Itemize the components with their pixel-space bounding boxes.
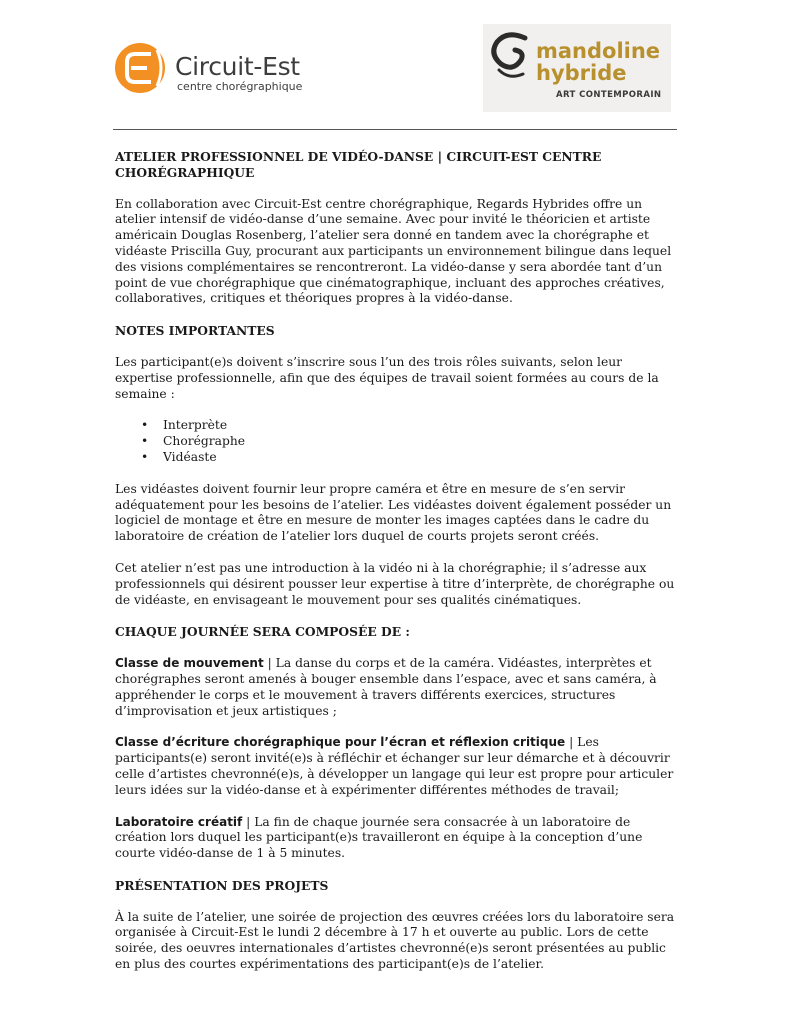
list-item: • Interprète — [115, 418, 680, 434]
mandoline-line1: mandoline — [536, 39, 661, 63]
audience-paragraph: Cet atelier n’est pas une introduction à la vidéo ni à la chorégraphie; il s’adresse aux professionnels qui désirent pousser leur expertise à titre d’interprète, de chorégraphe ou de vidéaste, en envisageant le mouvement pour ses qualités cinématiques. — [115, 560, 675, 607]
notes-heading: NOTES IMPORTANTES — [115, 323, 275, 339]
mandoline-line2: hybride — [536, 61, 627, 85]
notes-paragraph: Les participant(e)s doivent s’inscrire sous l’un des trois rôles suivants, selon leur expertise professionnelle, afin que des équipes de travail soient formées au cours de la semaine : — [115, 354, 659, 401]
presentation-paragraph: À la suite de l’atelier, une soirée de projection des œuvres créées lors du laboratoire sera organisée à Circuit-Est le lundi 2 décembre à 17 h et ouverte au public. Lors de cette soirée, des oeuvres internationales d’artistes chevronné(e)s seront présentées au public en plus des courtes expérimentations des participant(e)s de l’atelier. — [115, 909, 675, 972]
list-item: • Chorégraphe — [115, 434, 680, 450]
presentation-heading: PRÉSENTATION DES PROJETS — [115, 877, 329, 893]
session-text: | La fin de chaque journée sera consacrée à un laboratoire de création lors duquel les participant(e)s travailleront en équipe à la conception d’une courte vidéo-danse de 1 à 5 minutes. — [115, 814, 643, 861]
session-lab — [115, 815, 680, 862]
document-title: ATELIER PROFESSIONNEL DE VIDÉO-DANSE | CIRCUIT-EST CENTRE CHORÉGRAPHIQUE — [115, 149, 602, 180]
session-writing — [115, 735, 680, 798]
intro-paragraph: En collaboration avec Circuit-Est centre chorégraphique, Regards Hybrides offre un atelier intensif de vidéo-danse d’une semaine. Avec pour invité le théoricien et artiste américain Douglas Rosenberg, l’atelier sera donné en tandem avec la chorégraphe et vidéaste Priscilla Guy, procurant aux participants un environnement bilingue dans lequel des visions complémentaires se rencontreront. La vidéo-danse y sera abordée tant d’un point de vue chorégraphique que cinématographique, incluant des approches créatives, collaboratives, critiques et théoriques propres à la vidéo-danse. — [115, 196, 672, 306]
circuit-est-emblem-icon — [113, 40, 173, 100]
mandoline-line3: ART CONTEMPORAIN — [556, 90, 662, 100]
session-movement — [115, 656, 680, 719]
document-body — [115, 149, 680, 973]
session-term: Laboratoire créatif — [115, 814, 243, 829]
session-term: Classe d’écriture chorégraphique pour l’écran et réflexion critique — [115, 735, 566, 750]
videastes-paragraph: Les vidéastes doivent fournir leur propre caméra et être en mesure de s’en servir adéquatement pour les besoins de l’atelier. Les vidéastes doivent également posséder un logiciel de montage et être en mesure de monter les images captées dans le cadre du laboratoire de création de l’atelier lors duquel de courts projets seront créés. — [115, 481, 672, 544]
mandoline-hybride-logo — [483, 24, 671, 112]
list-item: • Vidéaste — [115, 450, 680, 466]
header-divider — [113, 129, 677, 130]
roles-list — [115, 418, 680, 465]
circuit-est-logo — [113, 40, 343, 100]
session-text: | La danse du corps et de la caméra. Vidéastes, interprètes et chorégraphes seront amenés à bouger ensemble dans l’espace, avec et sans caméra, à appréhender le corps et le mouvement à travers différents exercices, structures d’improvisation et jeux artistiques ; — [115, 656, 657, 718]
session-term: Classe de mouvement — [115, 656, 264, 671]
session-text: | Les participants(e) seront invité(e)s à réfléchir et échanger sur leur démarche et à découvrir celle d’artistes chevronné(e)s, à développer un langage qui leur est propre pour articuler leurs idées sur la vidéo-danse et à expérimenter différentes méthodes de travail; — [115, 735, 674, 797]
day-heading: CHAQUE JOURNÉE SERA COMPOSÉE DE : — [115, 624, 410, 640]
circuit-est-name: Circuit-Est — [175, 52, 300, 81]
circuit-est-subtitle: centre chorégraphique — [177, 80, 303, 93]
ink-swirl-icon — [487, 30, 535, 82]
